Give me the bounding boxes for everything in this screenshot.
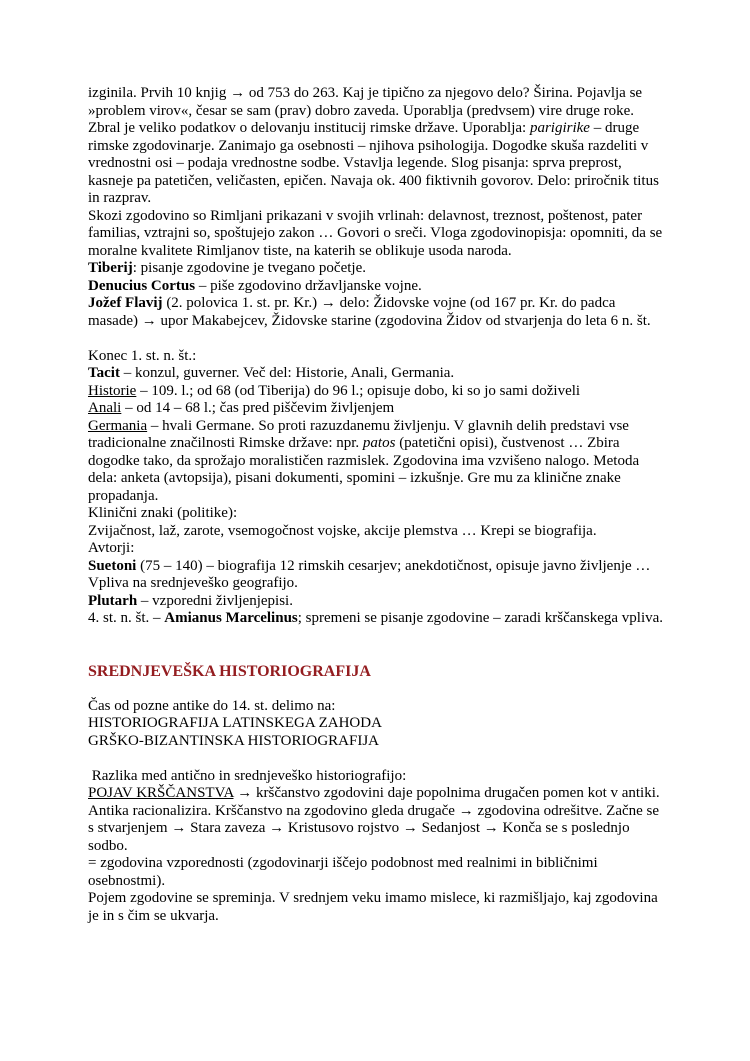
blank-line [88,680,664,698]
text-run: – od 14 – 68 l.; čas pred piščevim življenjem [121,400,395,416]
text-run: Pojem zgodovine se spreminja. V srednjem veku imamo mislece, ki razmišljajo, kaj zgodovina je in s čim se ukvarja. [88,890,662,924]
text-run: – vzporedni življenjepisi. [137,592,293,609]
paragraph-zvijacnost [88,523,664,541]
text-run: – konzul, guverner. Več del: Historie, Anali, Germania. [119,365,455,381]
paragraph-amianus-marcelinus [88,610,664,628]
text-run: SREDNJEVEŠKA HISTORIOGRAFIJA [88,662,371,680]
text-run: (2. polovica 1. st. pr. Kr.) → delo: Židovske vojne (od 167 pr. Kr. do padca masade) → upor Makabejcev, Židovske starine (zgodovina Židov od stvarjenja do leta 6 n. št. [88,295,651,329]
text-run: (patetični opisi), čustvenost … Zbira dogodke tako, da sprožajo moralističen razmislek. Zgodovina ima vzvišeno nalogo. Metoda dela: anketa (avtopsija), pisani dokumenti, spomini – izkušnje. Gre mu za klinične znake propadanja. [88,435,643,504]
text-run: Konec 1. st. n. št.: [88,347,197,364]
paragraph-anali [88,400,664,418]
paragraph-avtorji [88,540,664,558]
text-run: Suetoni [88,557,137,574]
text-run: = zgodovina vzporednosti (zgodovinarji iščejo podobnost med realnimi in bibličnimi osebnostmi). [88,855,602,889]
text-run: ; spremeni se pisanje zgodovine – zaradi krščanskega vpliva. [297,610,664,626]
paragraph-pojav-krscanstva [88,785,664,855]
paragraph-jozef-flavij [88,295,664,330]
text-run: Jožef Flavij [88,295,163,311]
text-run: 4. st. n. št. – [88,610,165,626]
text-run: → krščanstvo zgodovini daje popolnima drugačen pomen kot v antiki. Antika racionalizira. Krščanstvo na zgodovino gleda drugače → zgodovina odrešitve. Začne se s stvarjenjem → Stara zaveza → Kristusovo rojstvo → Sedanjost → Konča se s poslednjo sodbo. [88,785,663,854]
paragraph-zgodovina-vzporednosti [88,855,664,890]
text-run: POJAV KRŠČANSTVA [88,785,234,801]
paragraph-livij-delo [88,85,664,208]
text-run: – piše zgodovino državljanske vojne. [195,277,422,294]
text-run: GRŠKO-BIZANTINSKA HISTORIOGRAFIJA [88,732,379,749]
text-run: Amianus Marcelinus [164,610,298,626]
text-run: (75 – 140) – biografija 12 rimskih cesarjev; anekdotičnost, opisuje javno življenje … [136,557,651,574]
text-run: HISTORIOGRAFIJA LATINSKEGA ZAHODA [88,715,382,731]
paragraph-tacit [88,365,664,383]
paragraph-pojem-zgodovine [88,890,664,925]
text-run: parigirike [529,120,590,136]
document-text-body [88,85,664,925]
text-run: – druge rimske zgodovinarje. Zanimajo ga osebnosti – njihova psihologija. Dogodke skuša razdeliti v vrednostni osi – podaja vrednostne sodbe. Vstavlja legende. Slog pisanja: sprva preprost, kasneje pa patetičen, veličasten, epičen. Navaja ok. 400 fiktivnih govorov. Delo: priročnik titus in razprav. [88,120,663,206]
paragraph-klinicni-znaki [88,505,664,523]
text-run: Plutarh [88,592,138,609]
blank-line [88,750,664,768]
paragraph-vpliva-geografija [88,575,664,593]
section-heading-srednjeveska-historiografija [88,663,664,681]
blank-line [88,645,664,663]
text-run: Denucius Cortus [88,277,196,294]
text-run: Klinični znaki (politike): [88,505,238,521]
paragraph-latinski-zahod [88,715,664,733]
paragraph-grsko-bizantinska [88,733,664,751]
text-run: – 109. l.; od 68 (od Tiberija) do 96 l.; opisuje dobo, ki so jo sami doživeli [136,382,581,399]
paragraph-historie [88,383,664,401]
text-run: izginila. Prvih 10 knjig → od 753 do 263. Kaj je tipično za njegovo delo? Širina. Pojavlja se »problem virov«, česar se sam (prav) dobro zaveda. Uporablja (predvsem) vire druge roke. Zbral je veliko podatkov o delovanju institucij rimske države. Uporablja: [88,85,646,136]
paragraph-rimljani-vrline [88,208,664,261]
paragraph-plutarh [88,593,664,611]
paragraph-konec-1-st [88,348,664,366]
text-run: Tacit [88,365,120,381]
blank-line [88,330,664,348]
text-run: Historie [88,382,137,399]
text-run: Germania [88,417,148,434]
text-run: Skozi zgodovino so Rimljani prikazani v svojih vrlinah: delavnost, treznost, poštenost, pater familias, vztrajni so, spoštujejo zakon … Govori o sreči. Vloga zgodovinopisja: opomniti, da se moralne kvalitete Rimljanov tiste, na katerih se oblikuje usoda naroda. [88,207,666,259]
text-run: patos [362,435,396,451]
text-run: Čas od pozne antike do 14. st. delimo na: [88,697,336,714]
paragraph-germania [88,418,664,506]
paragraph-cas-delitev [88,698,664,716]
text-run: Zvijačnost, laž, zarote, vsemogočnost vojske, akcije plemstva … Krepi se biografija. [88,522,597,539]
text-run: Razlika med antično in srednjeveško historiografijo: [88,767,407,784]
text-run: – hvali Germane. So proti razuzdanemu življenju. V glavnih delih predstavi vse tradicionalne značilnosti Rimske države: npr. [88,417,633,451]
text-run: Vpliva na srednjeveško geografijo. [88,575,298,591]
text-run: : pisanje zgodovine je tvegano početje. [132,260,366,276]
paragraph-razlika [88,768,664,786]
paragraph-denucius-cortus [88,278,664,296]
text-run: Tiberij [88,260,133,276]
paragraph-tiberij [88,260,664,278]
paragraph-suetoni [88,558,664,576]
text-run: Anali [88,400,122,416]
blank-line [88,628,664,646]
text-run: Avtorji: [88,540,135,556]
